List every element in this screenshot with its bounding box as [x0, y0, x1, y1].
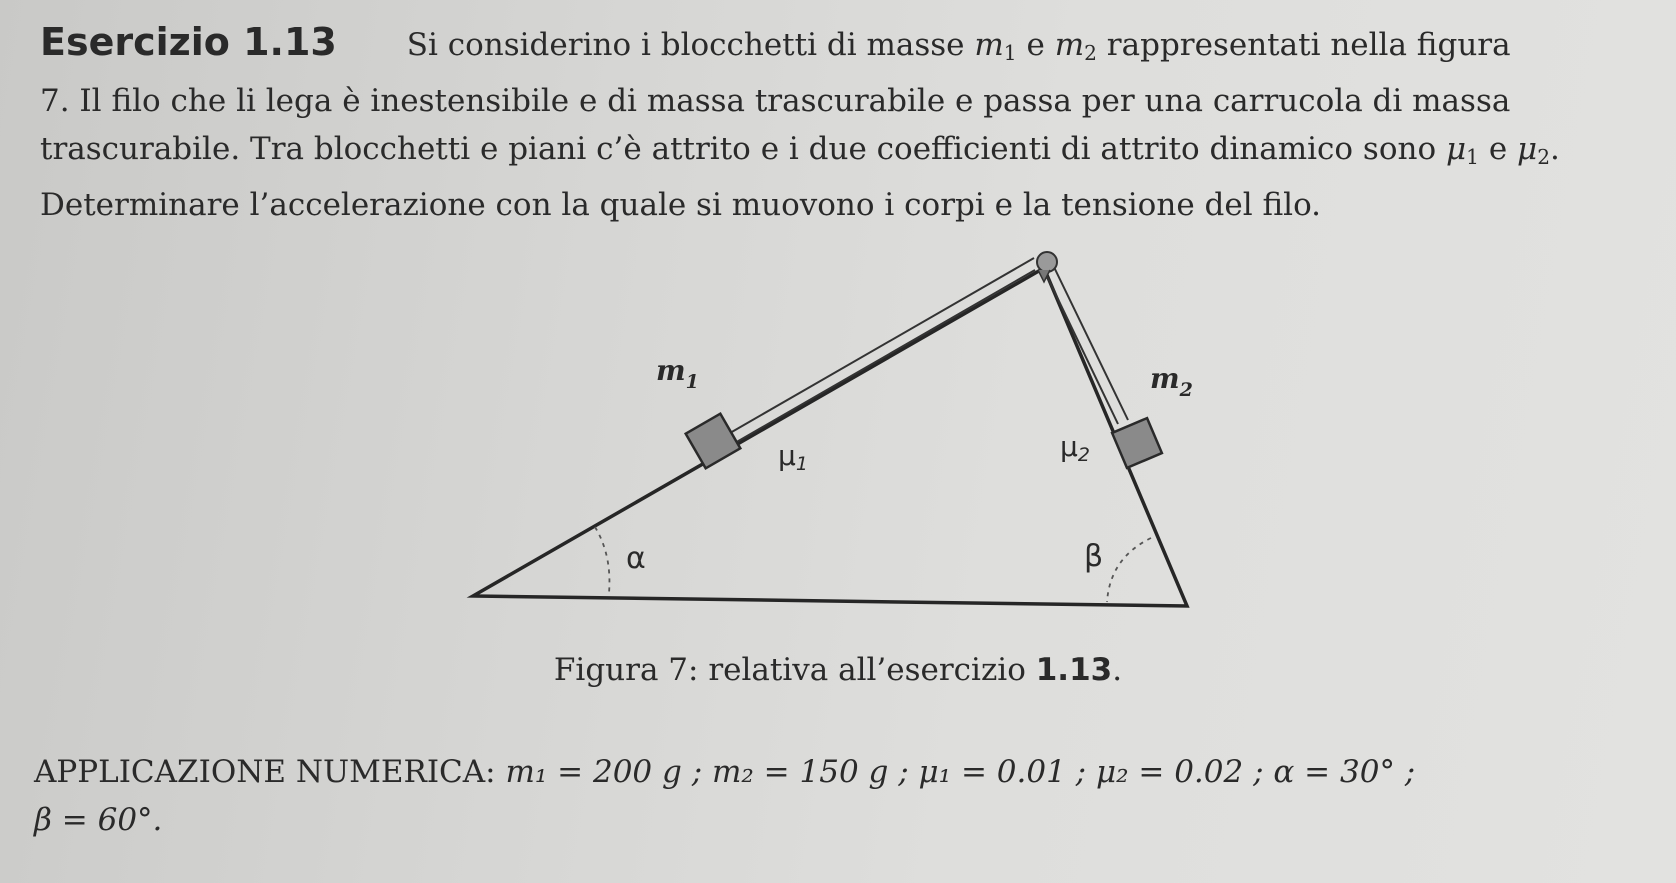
label-mu2-sub: 2 — [1077, 444, 1090, 466]
string-left-lower — [728, 270, 1035, 447]
string-right-inner — [1045, 272, 1118, 424]
block-m2 — [1112, 418, 1162, 468]
period: . — [1550, 131, 1560, 168]
symbol-mu2: μ — [1517, 131, 1538, 168]
label-m2-main: m — [1150, 362, 1180, 395]
exercise-line-1-end: rappresentati nella figura — [1106, 27, 1511, 63]
label-alpha: α — [626, 541, 646, 576]
figure-caption — [0, 652, 1676, 688]
block-m1 — [686, 414, 741, 469]
exercise-heading: Esercizio 1.13 — [40, 20, 337, 64]
symbol-m1-sub: 1 — [1003, 41, 1017, 66]
exercise-line-3-text: trascurabile. Tra blocchetti e piani c’è attrito e i due coefficienti di attrito dinamico sono — [40, 131, 1437, 168]
label-m1-main: m — [656, 354, 686, 387]
label-mu2-main: μ — [1060, 430, 1078, 463]
label-mu1-main: μ — [778, 439, 796, 472]
caption-ref: 1.13 — [1035, 652, 1113, 688]
exercise-line-4: Determinare l’accelerazione con la quale si muovono i corpi e la tensione del filo. — [40, 187, 1322, 224]
exercise-line-1-text: Si considerino i blocchetti di masse — [406, 27, 965, 63]
numeric-application — [34, 748, 1644, 844]
caption-prefix: Figura 7: relativa all’esercizio — [553, 652, 1026, 688]
label-beta: β — [1084, 539, 1104, 574]
pulley — [1037, 252, 1057, 282]
string-left-upper — [730, 258, 1034, 433]
symbol-mu2-sub: 2 — [1537, 145, 1551, 170]
symbol-m1: m — [974, 27, 1004, 63]
caption-end: . — [1112, 652, 1123, 688]
conjunction-e-2: e — [1488, 131, 1508, 168]
numeric-label: APPLICAZIONE NUMERICA: — [34, 754, 496, 790]
label-m2 — [1150, 362, 1193, 401]
alpha-arc — [595, 527, 609, 593]
label-m1 — [656, 354, 699, 393]
beta-arc — [1107, 538, 1151, 602]
label-mu1-sub: 1 — [795, 453, 808, 475]
label-mu2 — [1060, 430, 1090, 466]
symbol-mu1: μ — [1445, 131, 1467, 168]
numeric-values: m₁ = 200 g ; m₂ = 150 g ; μ₁ = 0.01 ; μ₂ = 0.02 ; α = 30° ; — [505, 754, 1416, 790]
label-mu1 — [778, 439, 808, 475]
symbol-m2-sub: 2 — [1084, 41, 1097, 66]
label-m2-sub: 2 — [1179, 379, 1193, 401]
label-m1-sub: 1 — [685, 371, 699, 393]
symbol-mu1-sub: 1 — [1466, 145, 1479, 170]
string-right-outer — [1053, 265, 1128, 420]
numeric-line-2: β = 60°. — [34, 802, 163, 838]
numeric-line-1 — [34, 748, 1644, 796]
symbol-m2: m — [1054, 27, 1085, 63]
conjunction-e: e — [1026, 27, 1045, 63]
exercise-line-2: 7. Il filo che li lega è inestensibile e di massa trascurabile e passa per una carrucola di massa — [40, 83, 1511, 120]
